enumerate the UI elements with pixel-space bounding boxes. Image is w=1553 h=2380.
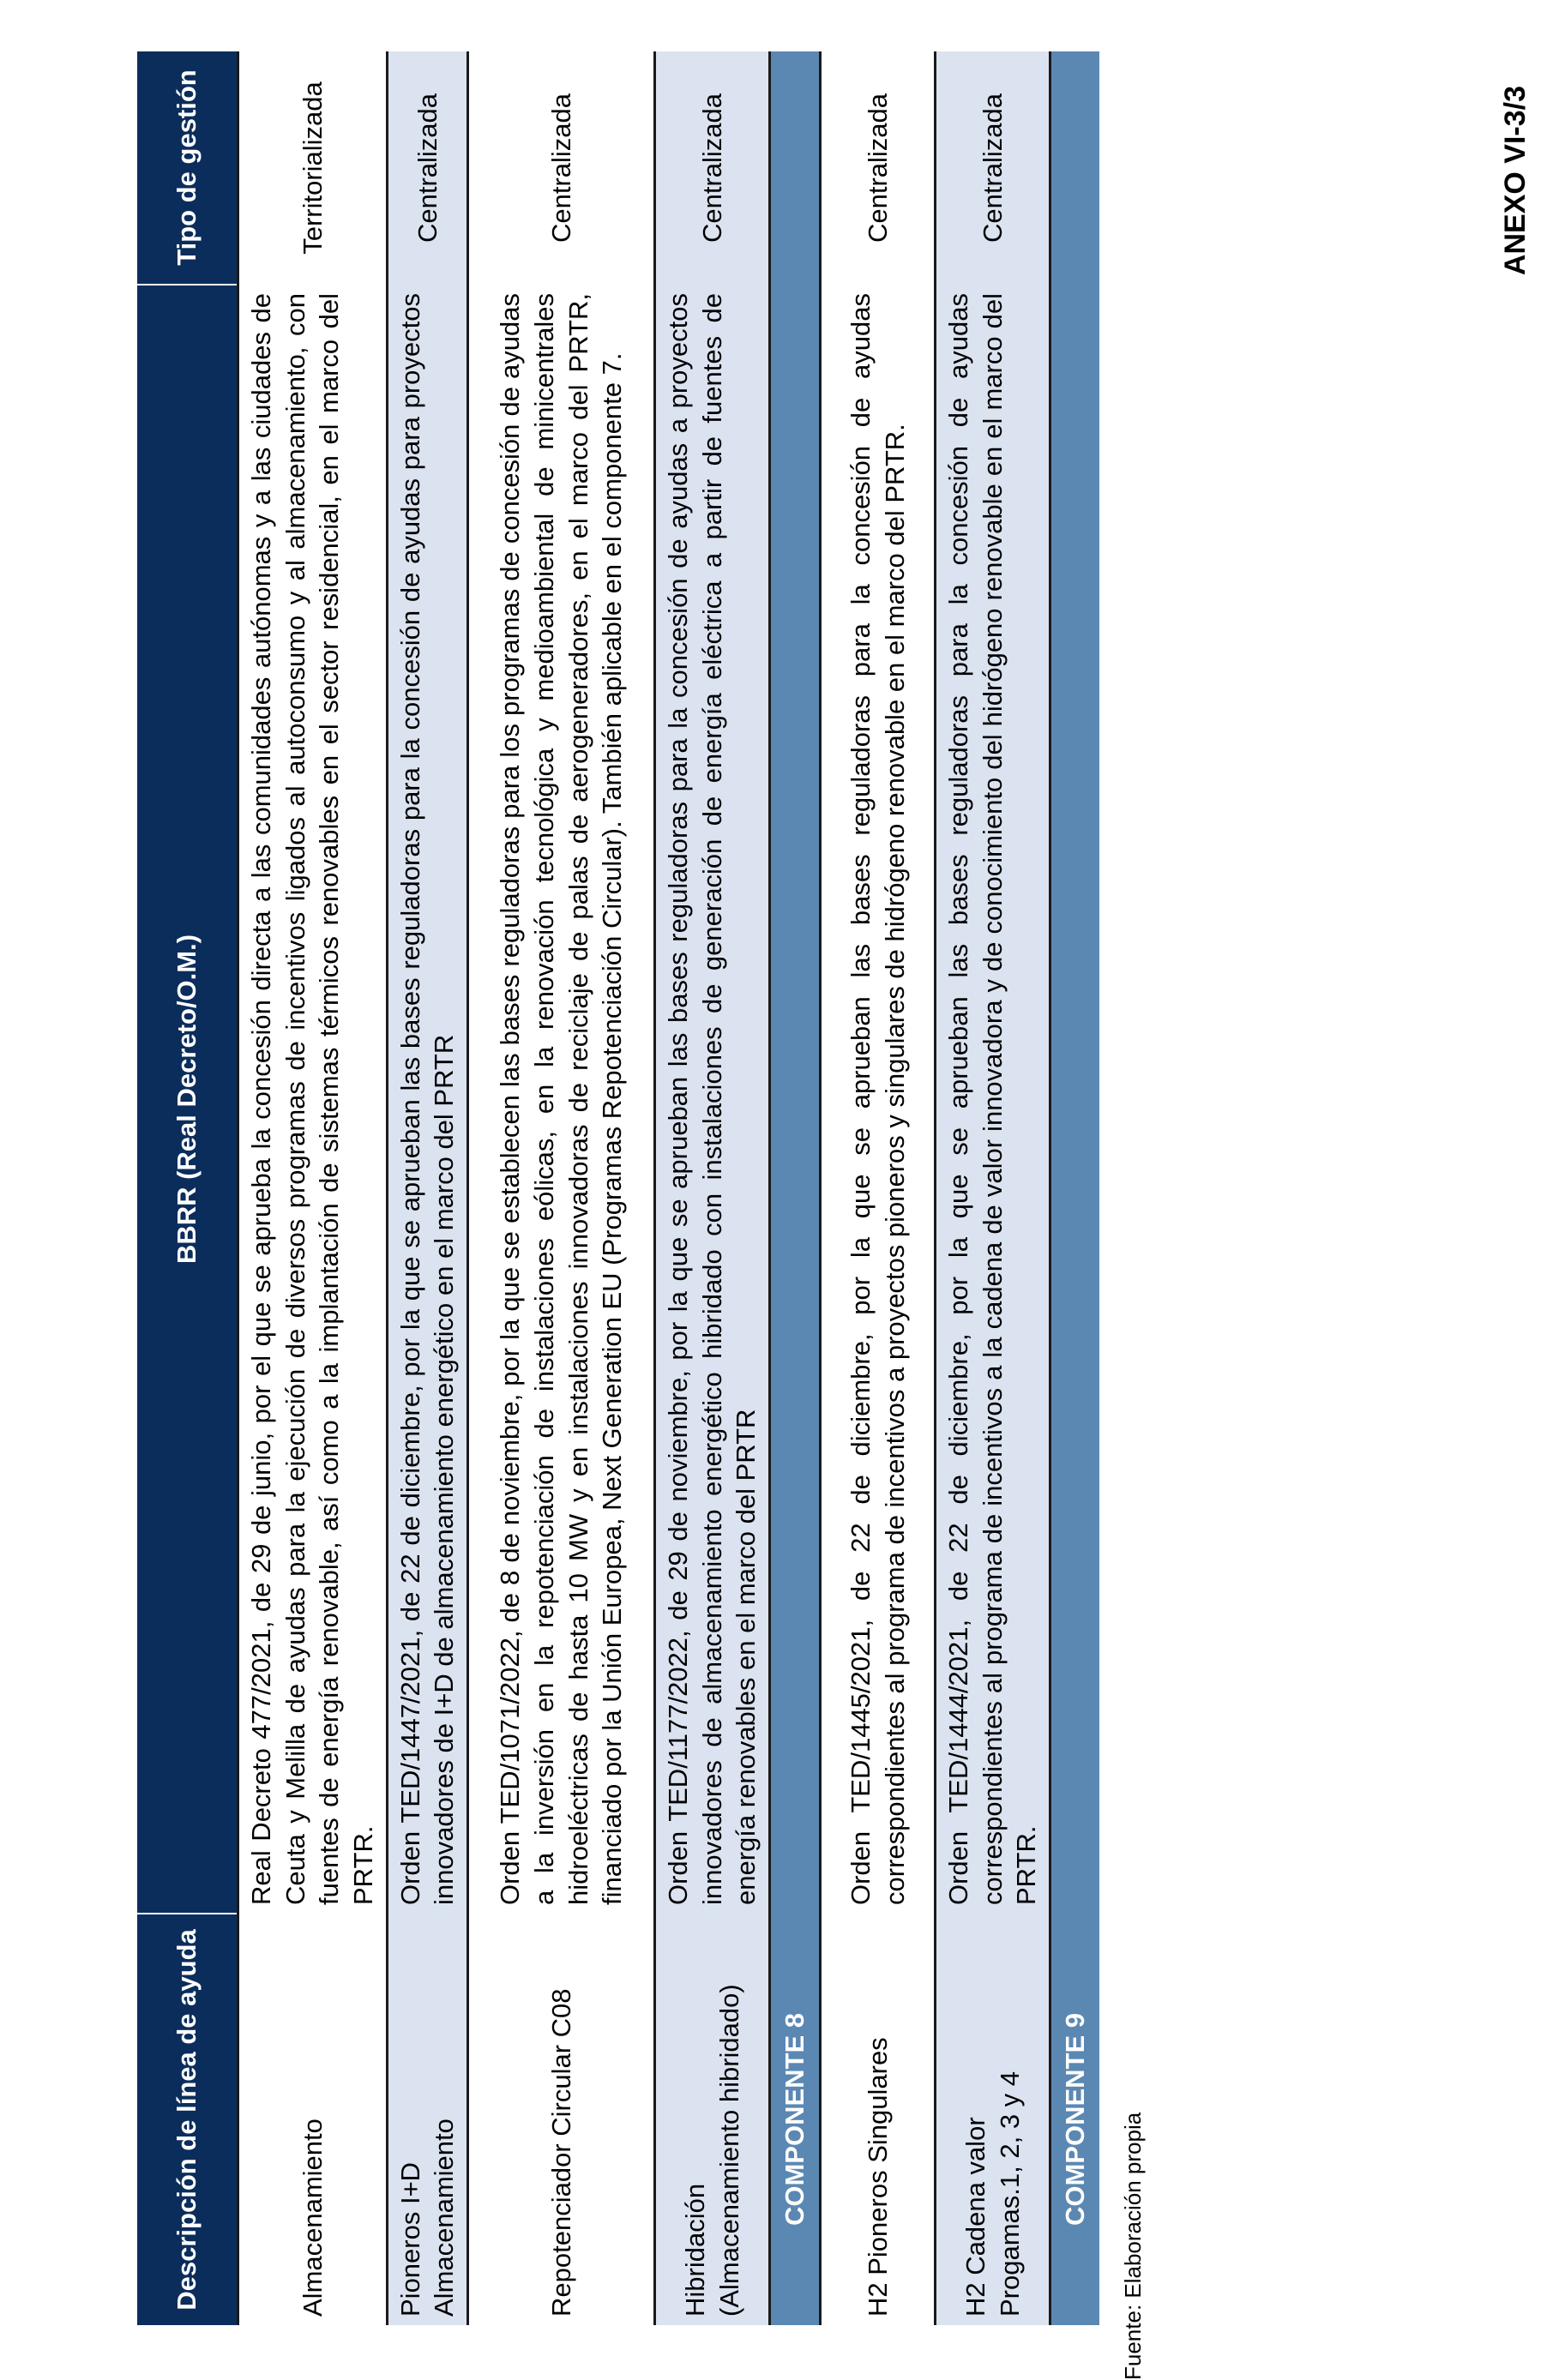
row-description: Almacenamiento <box>238 1914 388 2325</box>
row-description: H2 Pioneros Singulares <box>821 1914 936 2325</box>
header-management-type: Tipo de gestión <box>137 51 238 285</box>
row-management-type: Centralizada <box>936 51 1050 285</box>
component-label: COMPONENTE 9 <box>1050 1914 1100 2325</box>
row-description-line2: (Almacenamiento hibridado) <box>713 1984 744 2317</box>
row-description <box>936 1914 1050 2325</box>
row-description-line1: H2 Cadena valor <box>960 2117 990 2317</box>
row-description <box>387 1914 467 2325</box>
table-row <box>468 51 655 2325</box>
component-row <box>1050 51 1100 2325</box>
row-description-line2: Progamas.1, 2, 3 y 4 <box>994 2070 1025 2317</box>
row-bbrr: Orden TED/1445/2021, de 22 de diciembre, por la que se aprueban las bases reguladoras para la concesión de ayudas correspondientes al programa de incentivos a proyectos pioneros y singulares de hidrógeno renovable en el marco del PRTR. <box>821 285 936 1914</box>
component-empty-cell <box>770 285 821 1914</box>
header-bbrr: BBRR (Real Decreto/O.M.) <box>137 285 238 1914</box>
component-empty-cell <box>1050 51 1100 285</box>
component-empty-cell <box>770 51 821 285</box>
table-header-row <box>137 51 238 2325</box>
source-note: Fuente: Elaboración propia <box>1120 2112 1146 2380</box>
row-management-type: Centralizada <box>655 51 770 285</box>
row-description-line1: Hibridación <box>679 2183 710 2317</box>
row-description-line1: Pioneros I+D <box>394 2161 425 2317</box>
table-row <box>936 51 1050 2325</box>
row-bbrr: Orden TED/1177/2022, de 29 de noviembre, por la que se aprueban las bases reguladoras para la concesión de ayudas a proyectos innovadores de almacenamiento energético hibridado con instalaciones de generación de energía eléctrica a partir de fuentes de energía renovables en el marco del PRTR <box>655 285 770 1914</box>
row-description-line2: Almacenamiento <box>429 2119 460 2317</box>
row-bbrr: Real Decreto 477/2021, de 29 de junio, por el que se aprueba la concesión directa a las comunidades autónomas y a las ciudades de Ceuta y Melilla de ayudas para la ejecución de diversos programas de incentivos ligados al autoconsumo y al almacenamiento, con fuentes de energía renovable, así como a la implantación de sistemas térmicos renovables en el sector residencial, en el marco del PRTR. <box>238 285 388 1914</box>
table-row <box>655 51 770 2325</box>
row-management-type: Centralizada <box>468 51 655 285</box>
component-label: COMPONENTE 8 <box>770 1914 821 2325</box>
aid-lines-table <box>137 51 1099 2325</box>
annex-title: ANEXO VI-3/3 <box>1499 86 1532 276</box>
rotated-table-wrapper <box>137 51 1106 2325</box>
row-description: Repotenciador Circular C08 <box>468 1914 655 2325</box>
table-row <box>238 51 388 2325</box>
row-bbrr: Orden TED/1071/2022, de 8 de noviembre, por la que se establecen las bases reguladoras para los programas de concesión de ayudas a la inversión en la repotenciación de instalaciones eólicas, en la renovación tecnológica y medioambiental de minicentrales hidroeléctricas de hasta 10 MW y en instalaciones innovadoras de reciclaje de palas de aerogeneradores, en el marco del PRTR, financiado por la Unión Europea, Next Generation EU (Programas Repotenciación Circular). También aplicable en el componente 7. <box>468 285 655 1914</box>
row-bbrr: Orden TED/1444/2021, de 22 de diciembre, por la que se aprueban las bases reguladoras para la concesión de ayudas correspondientes al programa de incentivos a la cadena de valor innovadora y de conocimiento del hidrógeno renovable en el marco del PRTR. <box>936 285 1050 1914</box>
component-row <box>770 51 821 2325</box>
header-description: Descripción de línea de ayuda <box>137 1914 238 2325</box>
row-description <box>655 1914 770 2325</box>
row-management-type: Centralizada <box>821 51 936 285</box>
component-empty-cell <box>1050 285 1100 1914</box>
row-bbrr: Orden TED/1447/2021, de 22 de diciembre, por la que se aprueban las bases reguladoras para la concesión de ayudas para proyectos innovadores de I+D de almacenamiento energético en el marco del PRTR <box>387 285 467 1914</box>
table-row <box>387 51 467 2325</box>
row-management-type: Centralizada <box>387 51 467 285</box>
table-row <box>821 51 936 2325</box>
row-management-type: Territorializada <box>238 51 388 285</box>
